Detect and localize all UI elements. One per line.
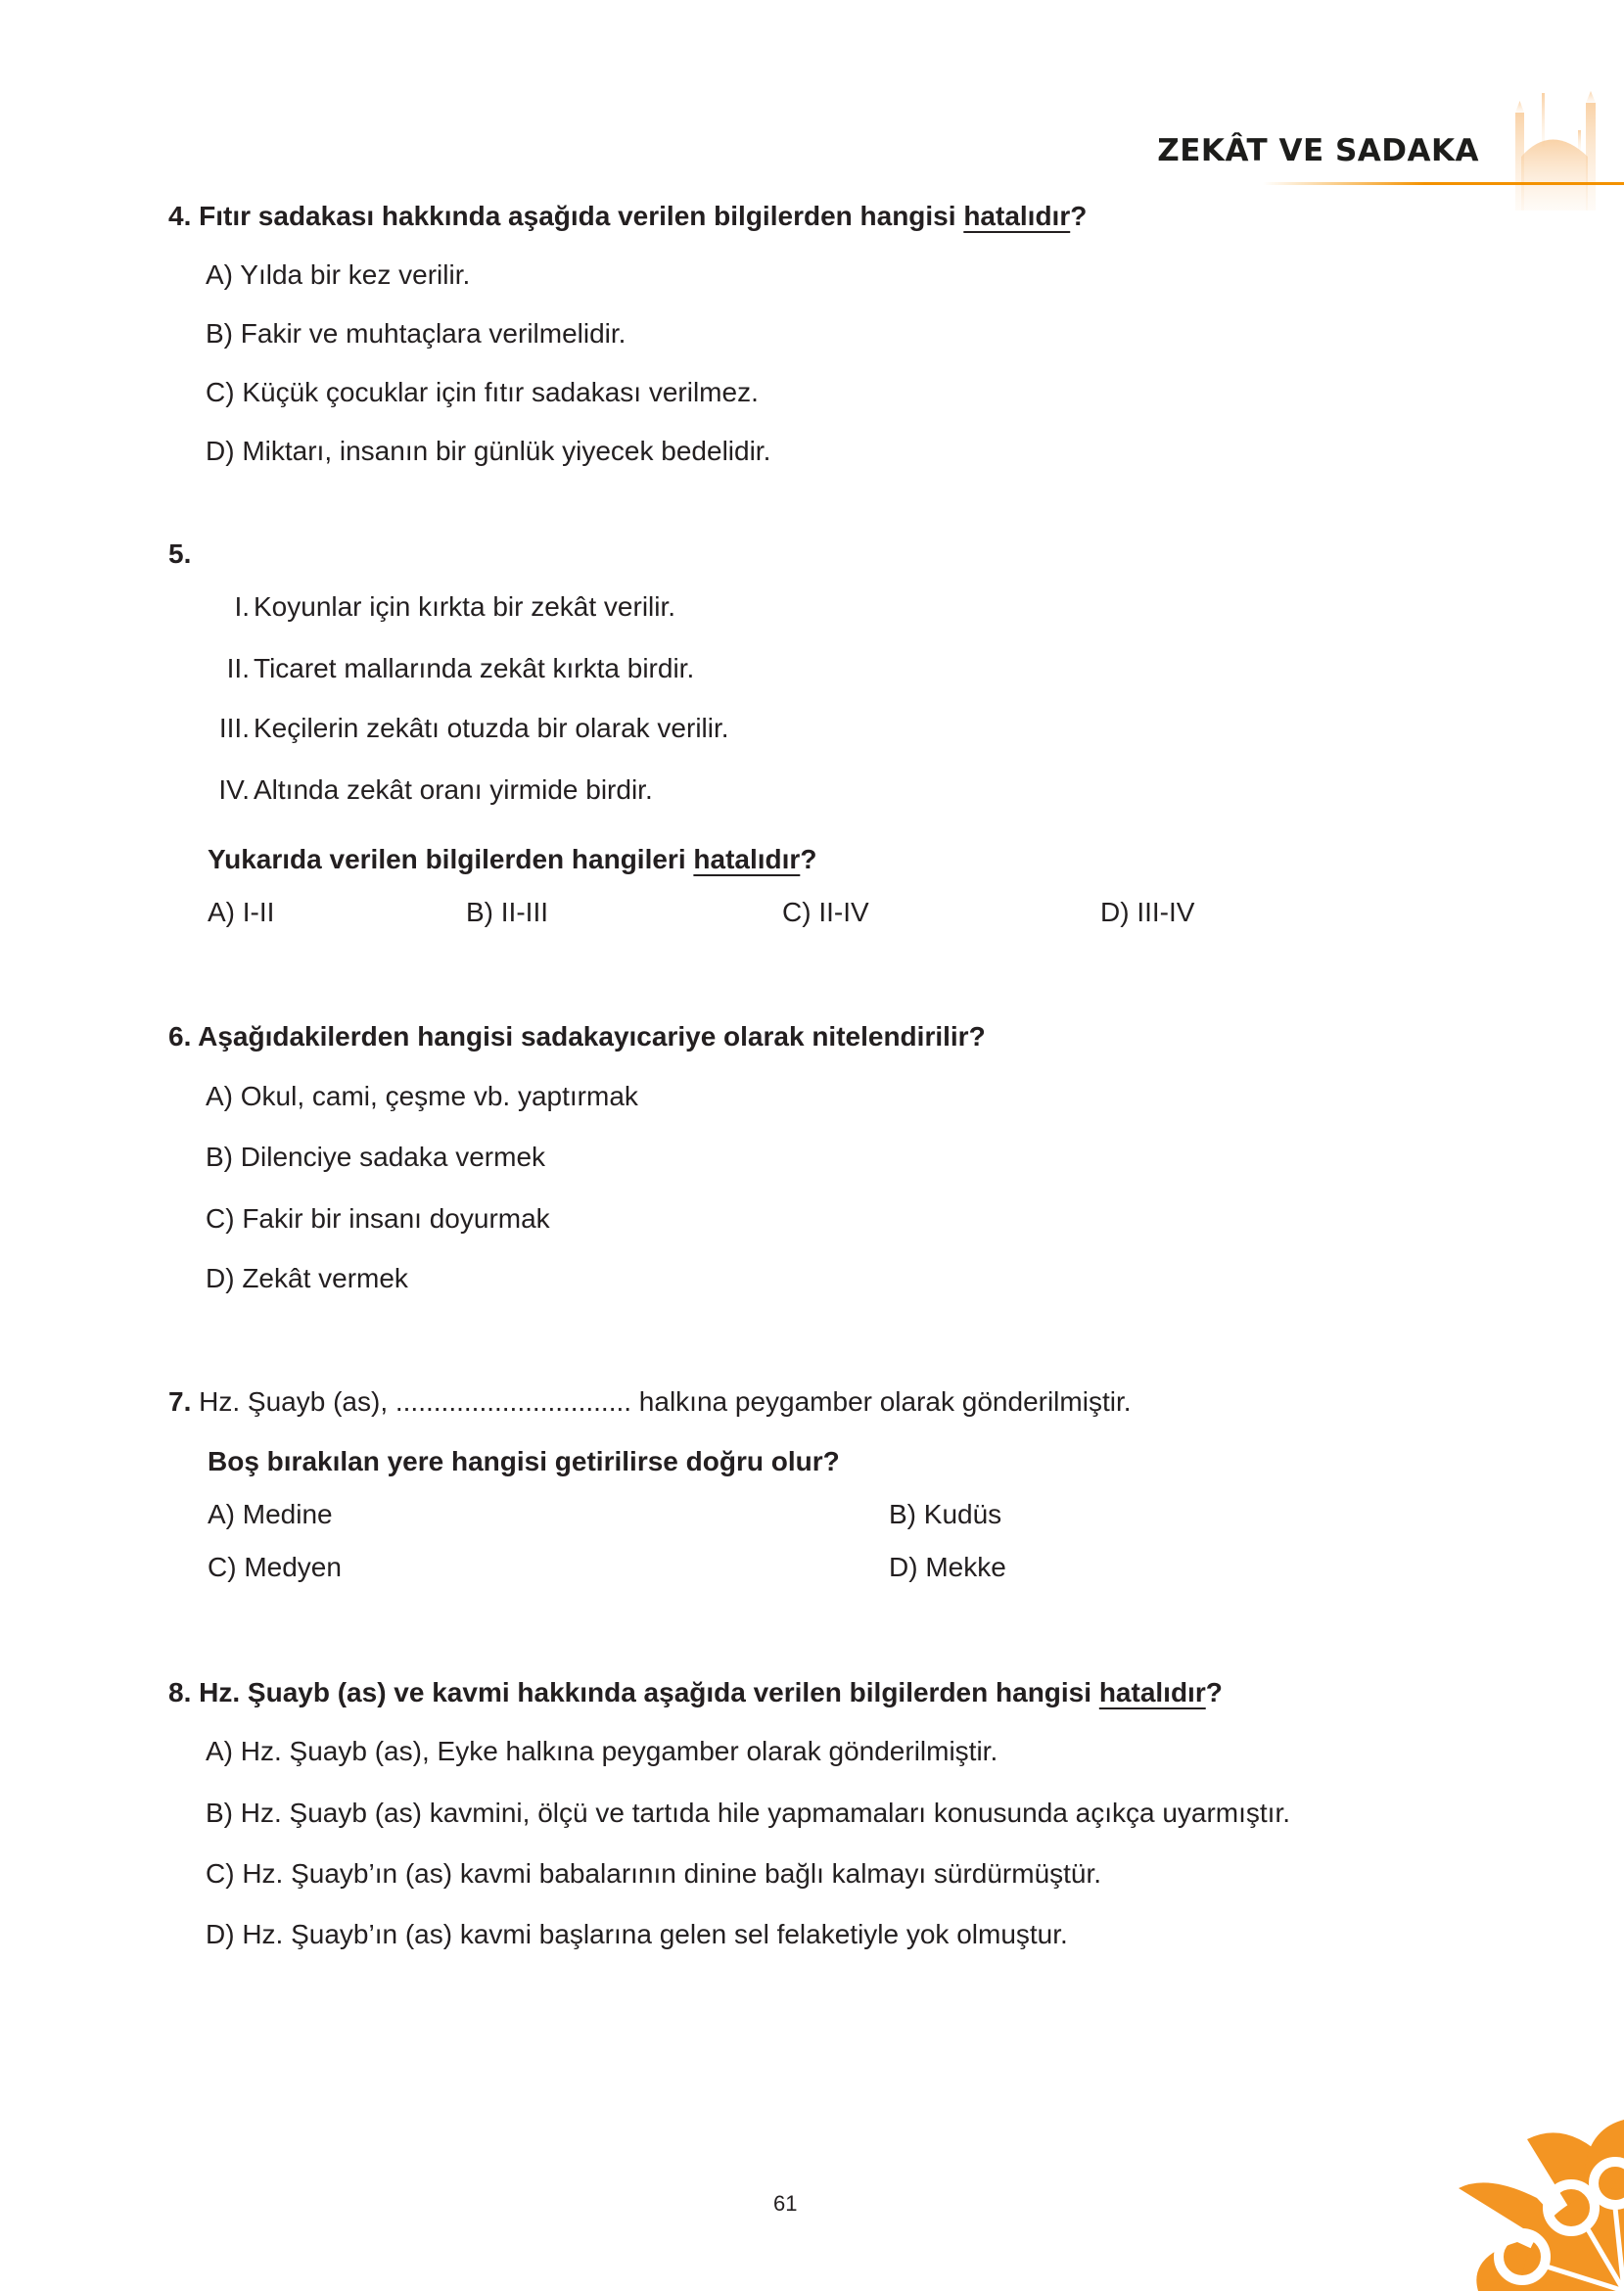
option-label: D) [1100,897,1130,927]
option-text: Medine [242,1499,333,1529]
option-text: Zekât vermek [242,1263,408,1293]
option-text: Hz. Şuayb (as) kavmini, ölçü ve tartıda hile yapmamaları konusunda açıkça uyarmıştır. [240,1798,1291,1828]
question-number: 6. [168,1021,192,1052]
question-7-option-a[interactable] [208,1499,333,1530]
stem-text: Hz. Şuayb (as) ve kavmi hakkında aşağıda verilen bilgilerden hangisi [199,1677,1099,1707]
stem-text: Aşağıdakilerden hangisi sadakayıcariye olarak nitelendirilir? [198,1021,986,1052]
stem-punct: ? [800,844,817,874]
option-label: B) [466,897,493,927]
question-5-option-b[interactable] [466,897,548,928]
option-text: Hz. Şuayb (as), Eyke halkına peygamber olarak gönderilmiştir. [240,1736,998,1766]
statement-2-roman: II. [226,653,250,683]
option-label: B) [206,1798,233,1828]
question-4-option-b[interactable] [206,318,626,350]
question-7-option-d[interactable] [889,1552,1006,1583]
question-6-option-a[interactable] [206,1081,638,1112]
chapter-title: ZEKÂT VE SADAKA [1157,133,1479,168]
option-label: D) [206,1919,235,1949]
option-label: B) [889,1499,916,1529]
mosque-silhouette-icon [1508,83,1624,210]
question-number: 7. [168,1386,192,1417]
question-4-option-a[interactable] [206,259,470,291]
option-text: Dilenciye sadaka vermek [240,1142,546,1172]
question-6-option-d[interactable] [206,1263,408,1294]
statement-3-roman: III. [218,713,250,743]
stem-text: Fıtır sadakası hakkında aşağıda verilen bilgilerden hangisi [199,201,964,231]
question-8-option-c[interactable] [206,1858,1101,1890]
stem-punct: ? [1205,1677,1223,1707]
question-5-option-a[interactable] [208,897,274,928]
question-4-option-d[interactable] [206,436,770,467]
statement-4-roman: IV. [218,774,250,805]
option-text: Hz. Şuayb’ın (as) kavmi başlarına gelen sel felaketiyle yok olmuştur. [242,1919,1068,1949]
statement-2-text: Ticaret mallarında zekât kırkta birdir. [254,653,695,683]
question-5-option-c[interactable] [782,897,869,928]
option-text: II-IV [818,897,869,927]
question-number: 4. [168,201,192,231]
question-5-stem [208,844,816,875]
option-label: A) [208,897,235,927]
question-6-stem [168,1021,986,1052]
option-text: Kudüs [923,1499,1002,1529]
question-7-option-b[interactable] [889,1499,1001,1530]
option-label: C) [206,377,235,407]
option-label: A) [206,259,233,290]
option-label: A) [206,1081,233,1111]
option-text: II-III [500,897,549,927]
option-text: Hz. Şuayb’ın (as) kavmi babalarının dinine bağlı kalmayı sürdürmüştür. [242,1858,1102,1889]
question-5-number: 5. [168,538,192,569]
option-text: Mekke [925,1552,1006,1582]
option-label: D) [889,1552,918,1582]
option-label: C) [208,1552,237,1582]
statement-1-text: Koyunlar için kırkta bir zekât verilir. [254,591,676,622]
statement-1-roman: I. [234,591,250,622]
question-5-option-d[interactable] [1100,897,1194,928]
page-number: 61 [773,2191,798,2216]
question-7-sentence [168,1386,1132,1418]
option-text: Küçük çocuklar için fıtır sadakası verilmez. [242,377,759,407]
option-label: A) [208,1499,235,1529]
stem-text: Yukarıda verilen bilgilerden hangileri [208,844,694,874]
question-7-stem: Boş bırakılan yere hangisi getirilirse doğru olur? [208,1446,840,1476]
option-text: Miktarı, insanın bir günlük yiyecek bedelidir. [242,436,771,466]
statement-4-text: Altında zekât oranı yirmide birdir. [254,774,653,805]
question-8-option-d[interactable] [206,1919,1068,1950]
option-label: C) [782,897,812,927]
stem-punct: ? [1070,201,1088,231]
option-label: C) [206,1203,235,1234]
question-8-option-a[interactable] [206,1736,998,1767]
fill-in-sentence: Hz. Şuayb (as), ............................... halkına peygamber olarak gönderilmiştir. [199,1386,1132,1417]
option-text: Okul, cami, çeşme vb. yaptırmak [240,1081,638,1111]
underlined-keyword: hatalıdır [1098,1677,1206,1707]
statement-3-text: Keçilerin zekâtı otuzda bir olarak verilir. [254,713,729,743]
option-text: Fakir bir insanı doyurmak [242,1203,550,1234]
decorative-flower-icon [1459,2120,1624,2291]
question-7-option-c[interactable] [208,1552,342,1583]
option-text: Medyen [244,1552,342,1582]
option-label: B) [206,1142,233,1172]
question-4-stem [168,201,1087,232]
header-divider [1263,182,1624,185]
question-6-option-c[interactable] [206,1203,550,1235]
question-8-stem [168,1677,1223,1708]
question-number: 8. [168,1677,192,1707]
option-label: C) [206,1858,235,1889]
underlined-keyword: hatalıdır [963,201,1071,231]
option-label: D) [206,1263,235,1293]
underlined-keyword: hatalıdır [693,844,801,874]
option-text: Yılda bir kez verilir. [240,259,471,290]
option-text: III-IV [1137,897,1195,927]
question-4-option-c[interactable] [206,377,759,408]
option-label: A) [206,1736,233,1766]
option-label: D) [206,436,235,466]
option-label: B) [206,318,233,349]
option-text: Fakir ve muhtaçlara verilmelidir. [240,318,626,349]
question-6-option-b[interactable] [206,1142,545,1173]
question-8-option-b[interactable] [206,1798,1290,1829]
option-text: I-II [242,897,275,927]
